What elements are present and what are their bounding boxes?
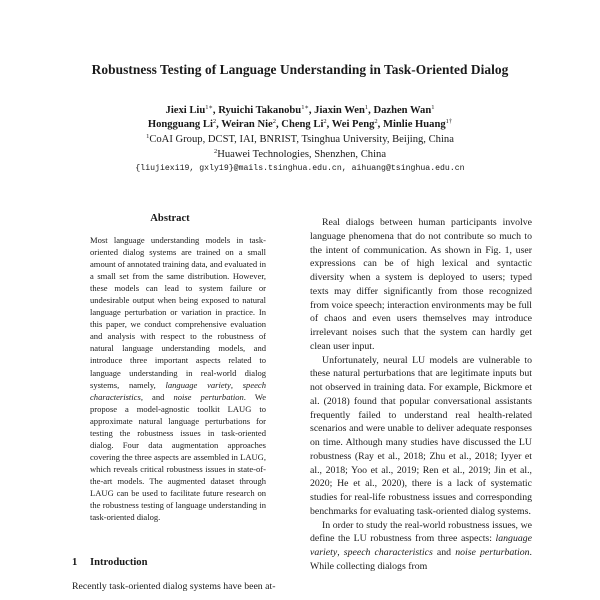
emphasized-term: noise perturbation: [173, 391, 244, 402]
author-affiliation-marker: 1: [431, 104, 435, 111]
author-affiliation-marker: 2: [323, 118, 327, 125]
emphasized-term: speech characteristics: [343, 547, 433, 558]
emphasized-term: speech characteristics: [90, 379, 266, 402]
paragraph: [310, 354, 532, 519]
text-span: . We propose a model-agnostic toolkit LAUG to approximate natural language perturbations for testing the robustness issues in task-oriented dialog. Four data augmentation approaches covering the three aspects are assembled in LAUG, which reveals critical robustness issues in state-of-the-art models. The augmented dataset through LAUG can be used to facilitate future research on the robustness testing of language understanding in task-oriented dialog.: [90, 391, 266, 523]
author-name: Weiran Nie: [221, 119, 273, 130]
affiliation-1: [0, 133, 600, 145]
paper-title: Robustness Testing of Language Understanding in Task-Oriented Dialog: [91, 62, 509, 77]
affiliation-1-text: CoAI Group, DCST, IAI, BNRIST, Tsinghua University, Beijing, China: [149, 134, 454, 145]
author-name: Jiaxin Wen: [314, 105, 365, 116]
author-affiliation-marker: 1†: [445, 118, 453, 125]
author-name: Wei Peng: [331, 119, 375, 130]
affiliation-2-marker: 2: [213, 148, 218, 155]
emphasized-term: noise perturbation: [455, 547, 530, 558]
intro-section-number: 1: [72, 557, 78, 568]
author-name: Hongguang Li: [147, 119, 213, 130]
text-span: Most language understanding models in task-oriented dialog systems are trained on a small amount of annotated training data, and evaluated in a small set from the same distribution. However, these models can lead to system failure or undesirable output when being exposed to natural language perturbation or variation in practice. In this paper, we conduct comprehensive evaluation and analysis with respect to the robustness of natural language understanding models, and introduce three important aspects related to language understanding in real-world dialog systems, namely,: [90, 235, 266, 390]
author-name: Dazhen Wan: [373, 105, 432, 116]
author-affiliation-marker: 2: [272, 118, 276, 125]
intro-heading: [72, 557, 148, 568]
emphasized-term: language variety: [310, 533, 532, 558]
text-span: ,: [337, 547, 344, 558]
emphasized-term: language variety: [165, 379, 231, 390]
author-name: Ryuichi Takanobu: [218, 105, 302, 116]
right-column-body: [310, 216, 532, 574]
affiliation-2-text: Huawei Technologies, Shenzhen, China: [217, 149, 387, 160]
text-span: ,: [230, 379, 243, 390]
affiliation-2: [0, 148, 600, 160]
text-span: and: [432, 547, 456, 558]
text-span: . While collecting dialogs from: [310, 547, 532, 572]
author-affiliation-marker: 2: [374, 118, 378, 125]
intro-section-title: Introduction: [90, 557, 148, 568]
text-span: Unfortunately, neural LU models are vulnerable to these natural perturbations that are legitimate inputs but not observed in training data. For example, Bickmore et al. (2018) found that popular conversational assistants frequently failed to understand real health-related scenarios and were unable to deliver adequate responses on time. Although many studies have discussed the LU robustness (Ray et al., 2018; Zhu et al., 2018; Iyyer et al., 2018; Yoo et al., 2019; Ren et al., 2019; Jin et al., 2020; He et al., 2020), there is a lack of systematic studies for real-life robustness issues and corresponding benchmarks for evaluating task-oriented dialog systems.: [310, 354, 532, 517]
author-affiliation-marker: 1: [364, 104, 369, 111]
text-span: Real dialogs between human participants involve language phenomena that do not contribute so much to the intent of communication. As shown in Fig. 1, user expressions can be of high lexical and syntactic diversity when a system is deployed to users; typed texts may differ significantly from those recognized from voice speech; interaction environments may be full of chaos and even users themselves may introduce irrelevant noises such that the system can hardly get clean user input.: [310, 217, 532, 352]
text-span: , and: [140, 391, 174, 402]
author-affiliation-marker: 2: [212, 118, 217, 125]
author-name: Minlie Huang: [382, 119, 446, 130]
author-line-1: Jiexi Liu$^{1∗}$, Ryuichi Takanobu$^{1∗}$, Jiaxin Wen$^1$, Dazhen Wan$^1$: [165, 104, 435, 116]
intro-first-line: Recently task-oriented dialog systems have been at-: [72, 581, 276, 592]
author-line-2: Hongguang Li$^2$, Weiran Nie$^2$, Cheng Li$^2$, Wei Peng$^2$, Minlie Huang$^{1\dagger}$: [147, 118, 453, 130]
text-span: In order to study the real-world robustness issues, we define the LU robustness from three aspects:: [310, 519, 532, 545]
author-name: Jiexi Liu: [165, 105, 206, 116]
paragraph: [310, 216, 532, 354]
author-emails: {liujiexi19, gxly19}@mails.tsinghua.edu.cn, aihuang@tsinghua.edu.cn: [135, 164, 465, 173]
abstract-heading: Abstract: [150, 213, 190, 224]
abstract-body: [90, 234, 266, 523]
paragraph: [310, 519, 532, 574]
affiliation-1-marker: 1: [146, 133, 150, 140]
author-affiliation-marker: 1∗: [301, 104, 309, 111]
author-name: Cheng Li: [281, 119, 324, 130]
author-affiliation-marker: 1∗: [205, 104, 213, 111]
